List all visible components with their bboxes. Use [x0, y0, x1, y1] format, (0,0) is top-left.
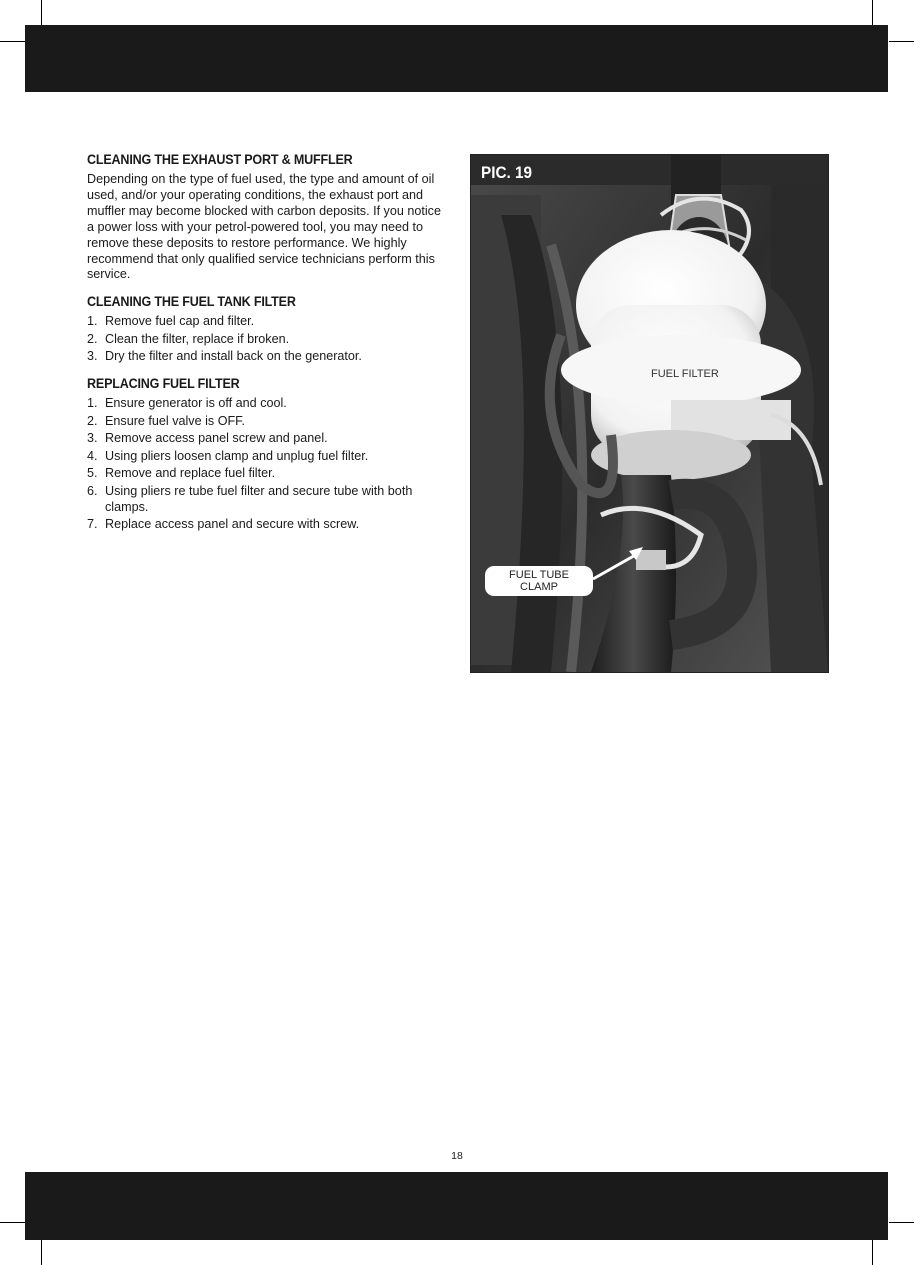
footer-band — [25, 1172, 888, 1240]
paragraph-exhaust: Depending on the type of fuel used, the type and amount of oil used, and/or your operating conditions, the exhaust port and muffler may become blocked with carbon deposits. If you notice a power loss with your petrol-powered tool, you may need to remove these deposits to restore performance. We highly recommend that only qualified service technicians perform this service. — [87, 172, 441, 282]
section-replacing-fuel-filter — [87, 376, 443, 533]
list-item: 7. Replace access panel and secure with screw. — [87, 517, 360, 532]
list-item: 1. Remove fuel cap and filter. — [87, 314, 255, 329]
list-item: 6. Using pliers re tube fuel filter and secure tube with both clamps. — [87, 483, 413, 514]
steps-fuel-tank-filter — [87, 314, 443, 365]
callout-clamp-line1: FUEL TUBE — [509, 569, 569, 581]
header-band — [25, 25, 888, 92]
section-exhaust — [87, 152, 443, 283]
callout-clamp-line2: CLAMP — [520, 581, 558, 593]
list-item: 3. Remove access panel screw and panel. — [87, 431, 328, 446]
callout-fuel-filter: FUEL FILTER — [651, 368, 719, 380]
figure-label: PIC. 19 — [481, 163, 533, 182]
callout-fuel-tube-clamp — [485, 566, 593, 596]
section-fuel-tank-filter — [87, 294, 443, 365]
page-number: 18 — [451, 1150, 463, 1162]
heading-replacing-fuel-filter: REPLACING FUEL FILTER — [87, 376, 240, 392]
list-item: 2. Ensure fuel valve is OFF. — [87, 413, 245, 428]
list-item: 2. Clean the filter, replace if broken. — [87, 331, 290, 346]
heading-exhaust: CLEANING THE EXHAUST PORT & MUFFLER — [87, 152, 353, 167]
text-column — [87, 152, 443, 544]
steps-replacing-fuel-filter — [87, 396, 443, 533]
list-item: 3. Dry the filter and install back on the generator. — [87, 349, 362, 364]
list-item: 5. Remove and replace fuel filter. — [87, 466, 276, 481]
figure-photo — [470, 154, 829, 673]
heading-fuel-tank-filter: CLEANING THE FUEL TANK FILTER — [87, 294, 296, 310]
list-item: 4. Using pliers loosen clamp and unplug fuel filter. — [87, 448, 369, 463]
list-item: 1. Ensure generator is off and cool. — [87, 396, 287, 411]
